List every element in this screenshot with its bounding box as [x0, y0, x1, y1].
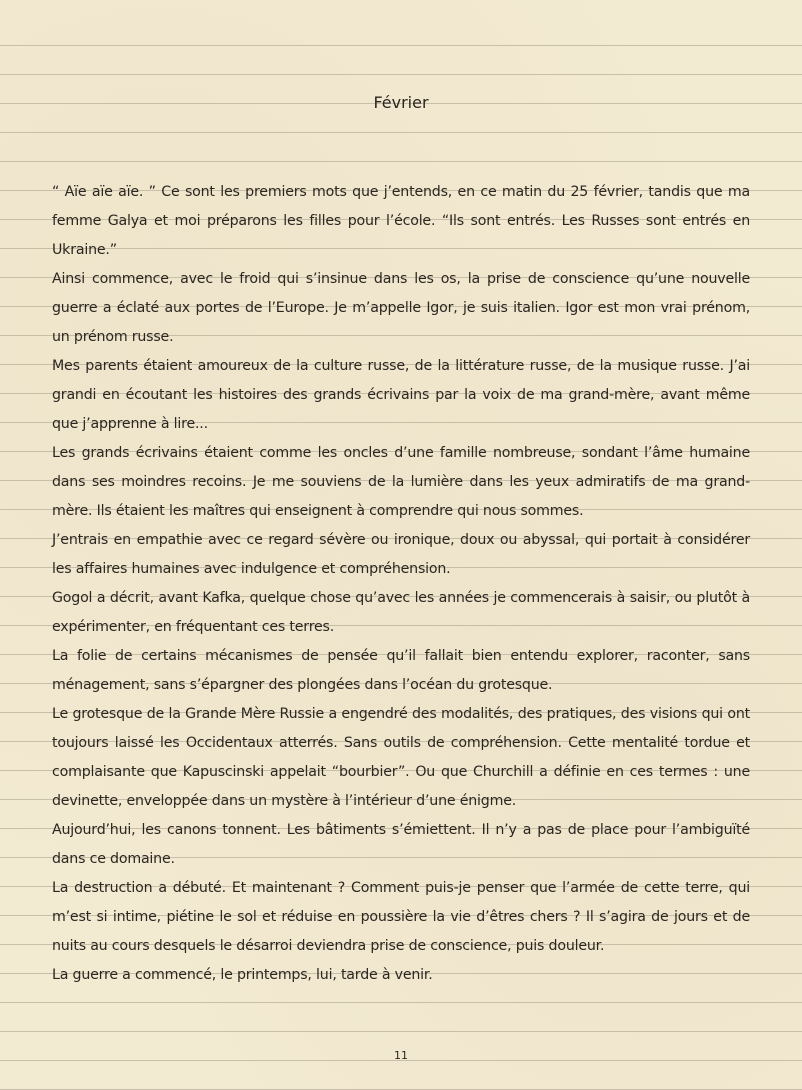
paragraph: Les grands écrivains étaient comme les oncles d’une famille nombreuse, sondant l’âme humaine dans ses moindres recoins. Je me souviens de la lumière dans les yeux admiratifs de ma grand-mère. Ils étaient les maîtres qui enseignent à comprendre qui nous sommes.: [52, 445, 750, 519]
paragraph: “ Aïe aïe aïe. ” Ce sont les premiers mots que j’entends, en ce matin du 25 février, tandis que ma femme Galya et moi préparons les filles pour l’école. “Ils sont entrés. Les Russes sont entrés en Ukraine.”: [52, 184, 750, 258]
paragraph: Gogol a décrit, avant Kafka, quelque chose qu’avec les années je commencerais à saisir, ou plutôt à expérimenter, en fréquentant ces terres.: [52, 590, 750, 635]
paragraph: Aujourd’hui, les canons tonnent. Les bâtiments s’émiettent. Il n’y a pas de place pour l’ambiguïté dans ce domaine.: [52, 822, 750, 867]
paragraph: La destruction a débuté. Et maintenant ? Comment puis-je penser que l’armée de cette terre, qui m’est si intime, piétine le sol et réduise en poussière la vie d’êtres chers ? Il s’agira de jours et de nuits au cours desquels le désarroi deviendra prise de conscience, puis douleur.: [52, 880, 750, 954]
paragraph: Mes parents étaient amoureux de la culture russe, de la littérature russe, de la musique russe. J’ai grandi en écoutant les histoires des grands écrivains par la voix de ma grand-mère, avant même que j’apprenne à lire...: [52, 358, 750, 432]
paragraph: Ainsi commence, avec le froid qui s’insinue dans les os, la prise de conscience qu’une nouvelle guerre a éclaté aux portes de l’Europe. Je m’appelle Igor, je suis italien. Igor est mon vrai prénom, un prénom russe.: [52, 271, 750, 345]
paragraph: La folie de certains mécanismes de pensée qu’il fallait bien entendu explorer, raconter, sans ménagement, sans s’épargner des plongées dans l’océan du grotesque.: [52, 648, 750, 693]
page-title: Février: [373, 93, 429, 112]
paragraph: La guerre a commencé, le printemps, lui, tarde à venir.: [52, 967, 433, 983]
page-number: 11: [394, 1049, 408, 1062]
paragraph: Le grotesque de la Grande Mère Russie a engendré des modalités, des pratiques, des visions qui ont toujours laissé les Occidentaux atterrés. Sans outils de compréhension. Cette mentalité tordue et complaisante que Kapuscinski appelait “bourbier”. Ou que Churchill a définie en ces termes : une devinette, enveloppée dans un mystère à l’intérieur d’une énigme.: [52, 706, 750, 809]
paragraph: J’entrais en empathie avec ce regard sévère ou ironique, doux ou abyssal, qui portait à considérer les affaires humaines avec indulgence et compréhension.: [52, 532, 750, 577]
body-text: [52, 178, 750, 990]
